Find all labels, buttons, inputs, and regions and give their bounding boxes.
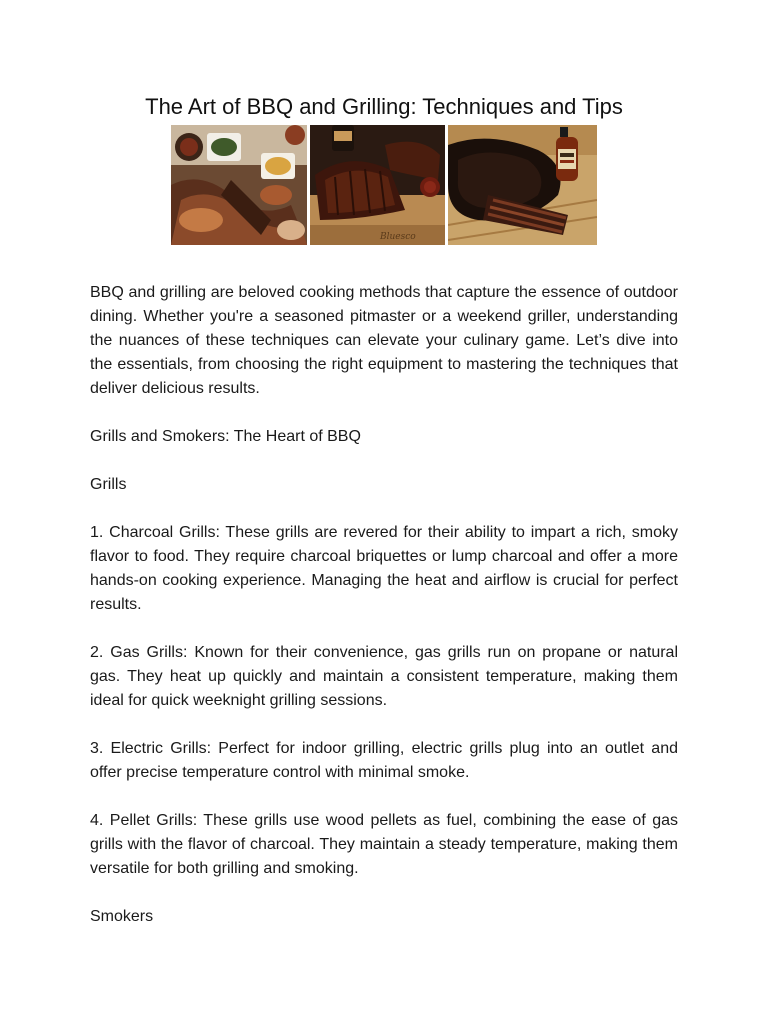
subheading-smokers: Smokers xyxy=(90,908,154,925)
grill-item-electric: 3. Electric Grills: Perfect for indoor grilling, electric grills plug into an outlet and offer precise temperature control with minimal smoke. xyxy=(90,740,678,781)
grill-item-charcoal: 1. Charcoal Grills: These grills are revered for their ability to impart a rich, smoky flavor to food. They require charcoal briquettes or lump charcoal and offer a more hands-on cooking experience. Managing the heat and airflow is crucial for perfect results. xyxy=(90,524,678,613)
intro-paragraph: BBQ and grilling are beloved cooking methods that capture the essence of outdoor dining. Whether you're a seasoned pitmaster or a weekend griller, understanding the nuances of these techniques can elevate your culinary game. Let’s dive into the essentials, from choosing the right equipment to mastering the techniques that deliver delicious results. xyxy=(90,284,678,397)
grill-item-gas: 2. Gas Grills: Known for their convenience, gas grills run on propane or natural gas. They heat up quickly and maintain a consistent temperature, making them ideal for quick weeknight grilling sessions. xyxy=(90,644,678,709)
subheading-grills: Grills xyxy=(90,476,127,493)
grill-item-pellet: 4. Pellet Grills: These grills use wood pellets as fuel, combining the ease of gas grills with the flavor of charcoal. They maintain a steady temperature, making them versatile for both grilling and smoking. xyxy=(90,812,678,877)
document-title: The Art of BBQ and Grilling: Techniques and Tips xyxy=(145,94,623,119)
bbq-platter-photo xyxy=(171,125,307,245)
board-brand-mark: Bluesco xyxy=(380,232,416,242)
section-heading: Grills and Smokers: The Heart of BBQ xyxy=(90,428,361,445)
bbq-brisket-photo xyxy=(448,125,597,245)
bbq-ribs-photo xyxy=(310,125,445,245)
bbq-image-strip xyxy=(171,125,597,245)
